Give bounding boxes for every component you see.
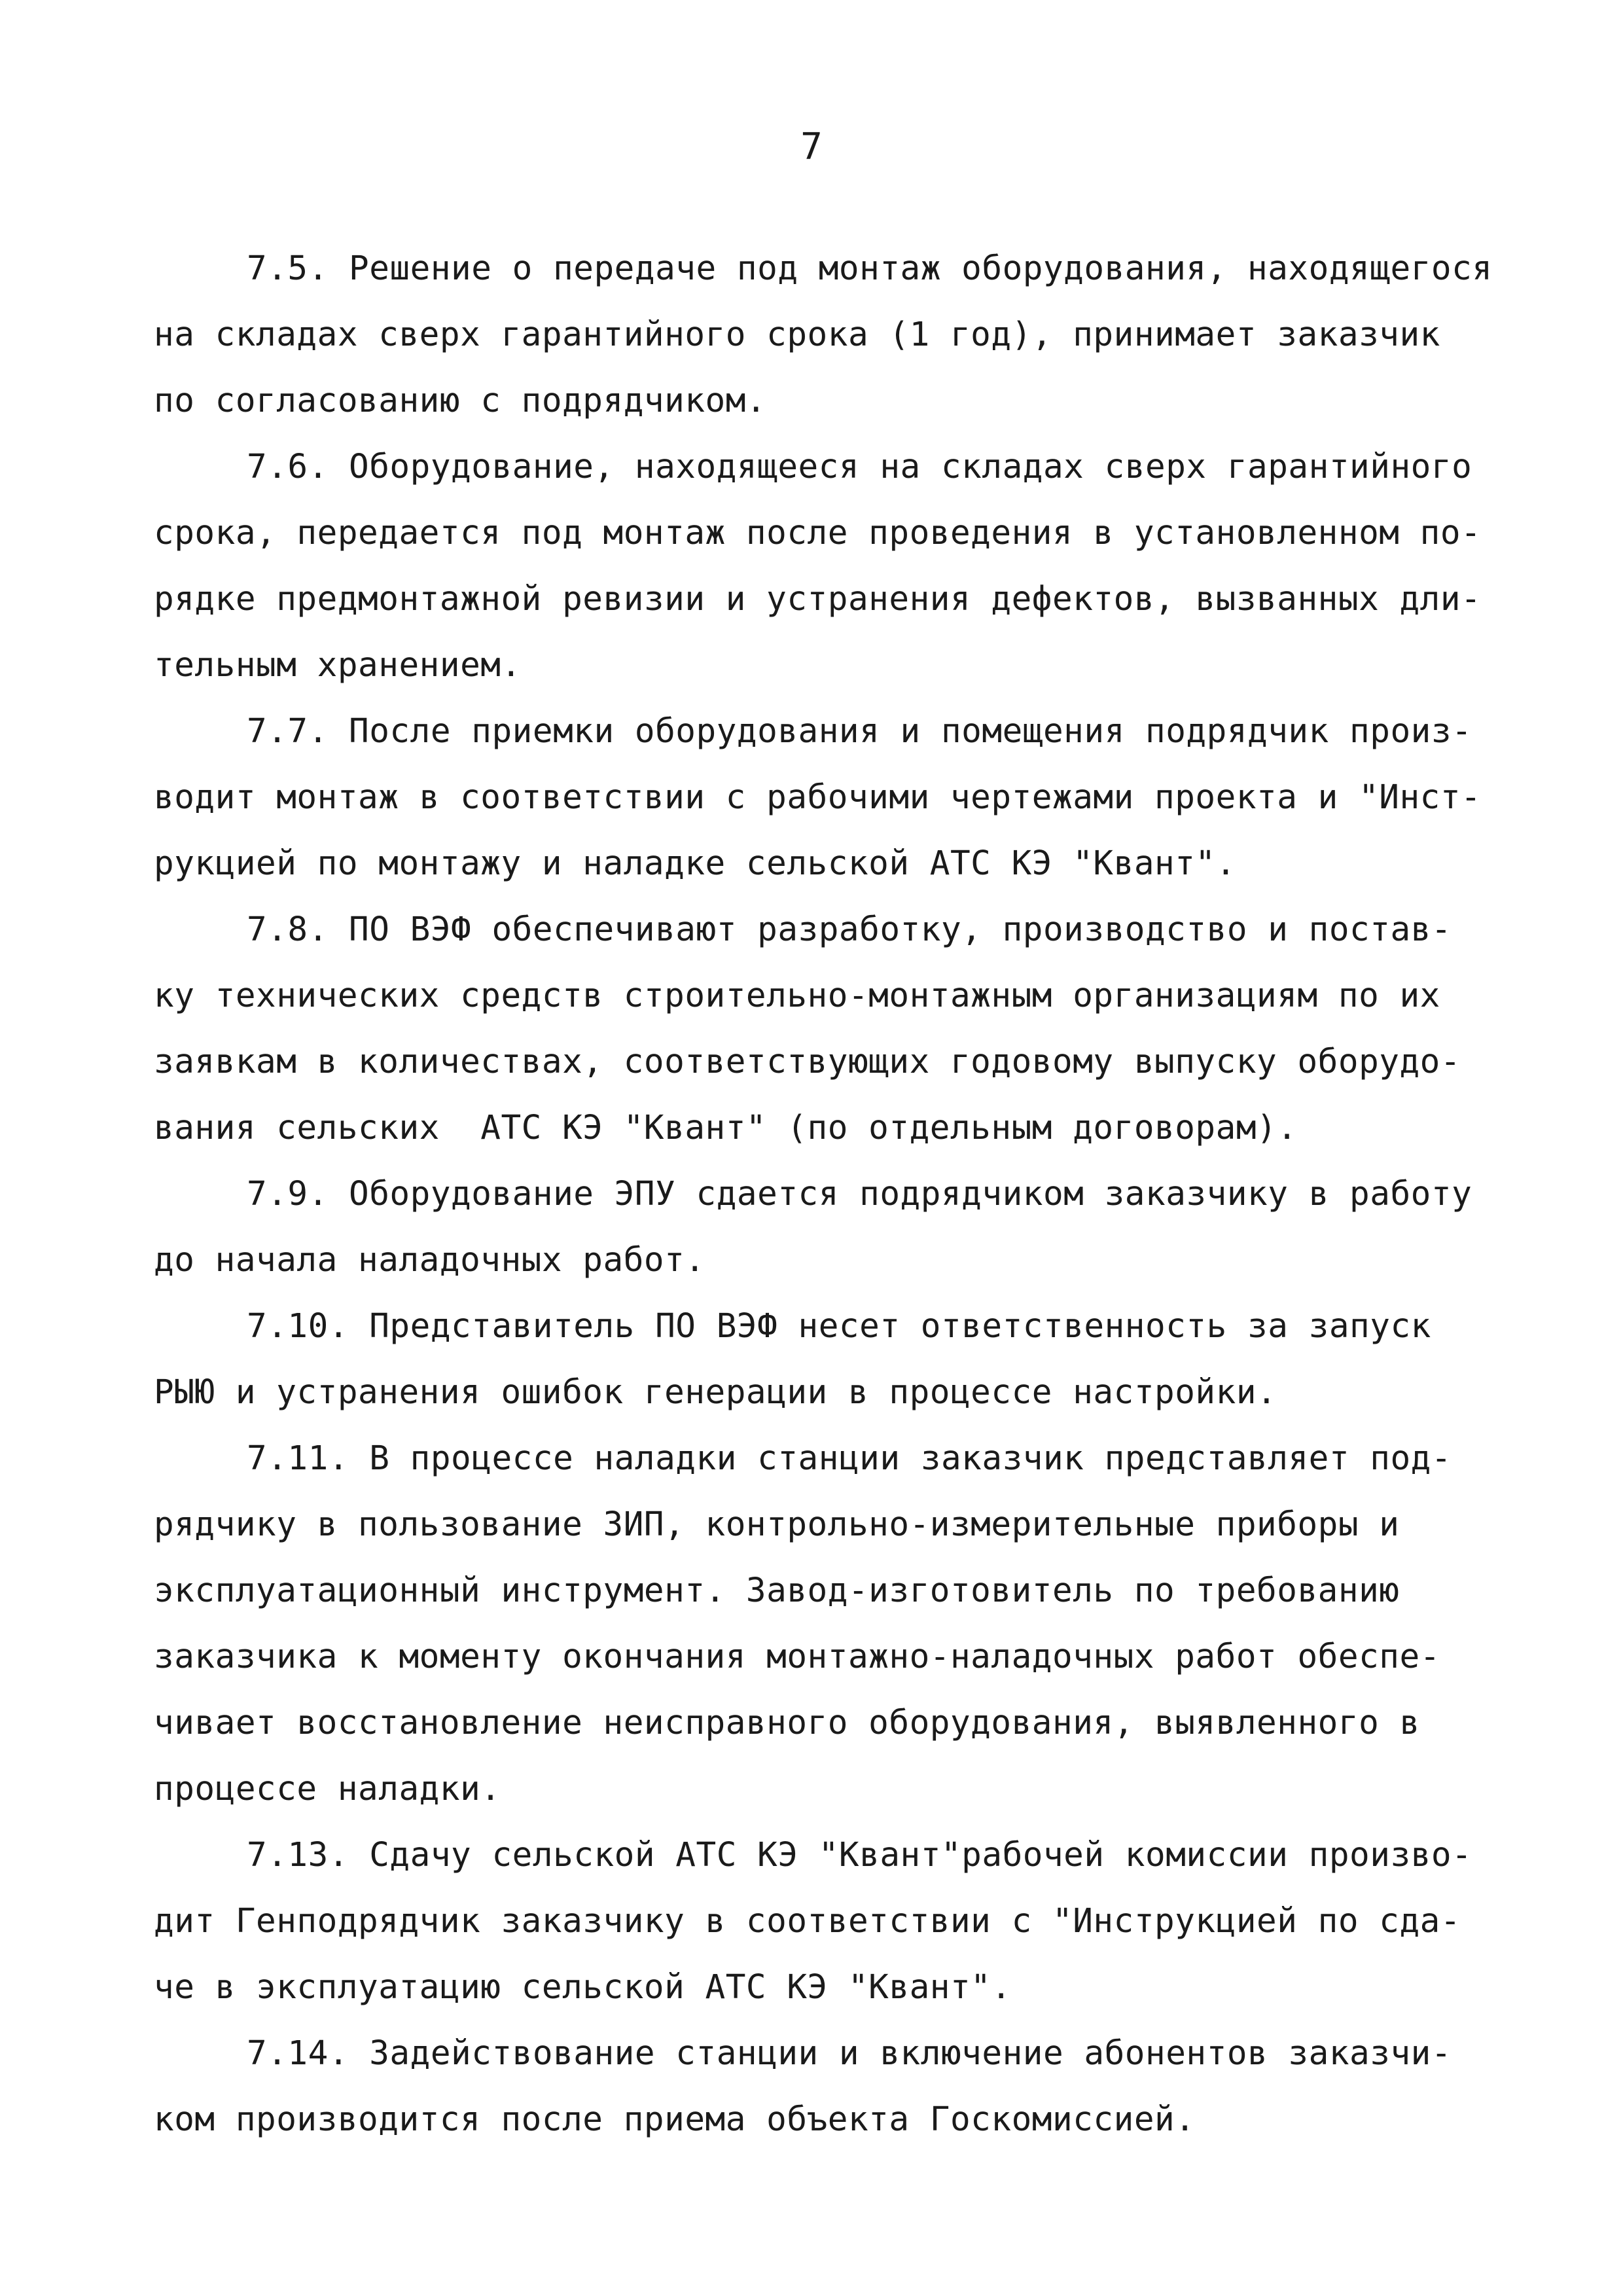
text-line: вания сельских АТС КЭ "Квант" (по отдельным договорам).: [154, 1109, 1298, 1147]
paragraph-7-9: [154, 1161, 1476, 1293]
paragraph-7-14: [154, 2020, 1476, 2153]
page-number: 7: [800, 126, 823, 168]
text-line: процессе наладки.: [154, 1770, 501, 1808]
text-line: РЫЮ и устранения ошибок генерации в процессе настройки.: [154, 1373, 1277, 1412]
paragraph-7-7: [154, 698, 1482, 897]
text-line: 7.11. В процессе наладки станции заказчик представляет под-: [247, 1439, 1452, 1478]
text-line: дит Генподрядчик заказчику в соответствии с "Инструкцией по сда-: [154, 1902, 1461, 1941]
text-line: эксплуатационный инструмент. Завод-изготовитель по требованию: [154, 1571, 1400, 1610]
text-line: 7.6. Оборудование, находящееся на складах сверх гарантийного: [247, 448, 1472, 486]
text-line: тельным хранением.: [154, 646, 522, 685]
text-line: 7.5. Решение о передаче под монтаж оборудования, находящегося: [247, 249, 1493, 288]
text-line: заявкам в количествах, соответствующих годовому выпуску оборудо-: [154, 1043, 1461, 1081]
text-line: ку технических средств строительно-монтажным организациям по их: [154, 977, 1440, 1015]
text-line: водит монтаж в соответствии с рабочими чертежами проекта и "Инст-: [154, 778, 1482, 817]
text-line: срока, передается под монтаж после проведения в установленном по-: [154, 514, 1482, 552]
text-line: рядчику в пользование ЗИП, контрольно-измерительные приборы и: [154, 1505, 1400, 1544]
paragraph-7-5: [154, 236, 1493, 434]
text-line: 7.10. Представитель ПО ВЭФ несет ответственность за запуск: [247, 1307, 1431, 1346]
text-line: по согласованию с подрядчиком.: [154, 382, 767, 420]
text-line: заказчика к моменту окончания монтажно-наладочных работ обеспе-: [154, 1638, 1440, 1676]
text-line: 7.9. Оборудование ЭПУ сдается подрядчиком заказчику в работу: [247, 1175, 1472, 1213]
text-line: рядке предмонтажной ревизии и устранения дефектов, вызванных дли-: [154, 580, 1482, 619]
paragraph-7-6: [154, 434, 1482, 698]
text-line: 7.8. ПО ВЭФ обеспечивают разработку, производство и постав-: [247, 910, 1452, 949]
paragraph-7-11: [154, 1426, 1476, 1822]
text-line: чивает восстановление неисправного оборудования, выявленного в: [154, 1704, 1420, 1742]
text-line: че в эксплуатацию сельской АТС КЭ "Квант".: [154, 1968, 1012, 2007]
text-line: на складах сверх гарантийного срока (1 год), принимает заказчик: [154, 315, 1440, 354]
text-line: ком производится после приема объекта Госкомиссией.: [154, 2100, 1196, 2139]
document-body: [154, 236, 1493, 2153]
paragraph-7-10: [154, 1293, 1476, 1426]
paragraph-7-13: [154, 1822, 1476, 2020]
text-line: 7.14. Задействование станции и включение абонентов заказчи-: [247, 2034, 1452, 2073]
text-line: до начала наладочных работ.: [154, 1241, 705, 1280]
text-line: рукцией по монтажу и наладке сельской АТС КЭ "Квант".: [154, 844, 1236, 883]
text-line: 7.13. Сдачу сельской АТС КЭ "Квант"рабочей комиссии произво-: [247, 1836, 1472, 1874]
text-line: 7.7. После приемки оборудования и помещения подрядчик произ-: [247, 712, 1472, 751]
paragraph-7-8: [154, 897, 1476, 1161]
